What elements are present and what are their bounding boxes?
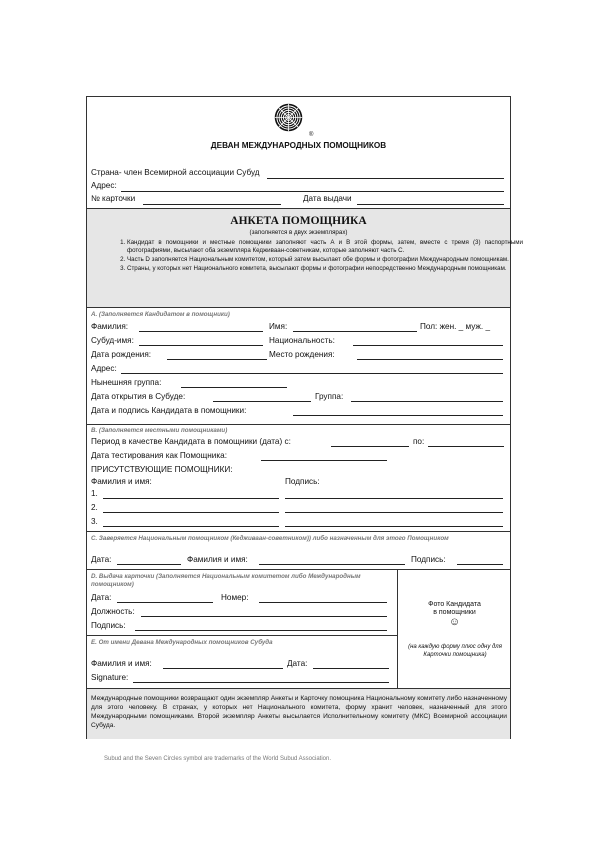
country-label: Страна- член Всемирной ассоциации Субуд	[91, 168, 260, 177]
photo-caption: Фото Кандидата	[428, 601, 481, 608]
subud-name-label: Субуд-имя:	[91, 336, 134, 345]
instruction-item: 2. Часть D заполняется Национальным комитетом, который затем высылает обе формы и фотографии Международным помощникам.	[127, 256, 523, 264]
e-date-label: Дата:	[287, 659, 308, 668]
issue-date-field[interactable]	[357, 204, 504, 205]
current-group-field[interactable]	[181, 387, 287, 388]
d-signature-label: Подпись:	[91, 621, 126, 630]
c-name-label: Фамилия и имя:	[187, 555, 248, 564]
period-to-label: по:	[413, 437, 425, 446]
d-date-label: Дата:	[91, 593, 112, 602]
address-label: Адрес:	[91, 181, 117, 190]
helper-name-field[interactable]	[103, 526, 279, 527]
divider	[87, 635, 397, 636]
name-field[interactable]	[293, 331, 417, 332]
address-a-field[interactable]	[121, 373, 503, 374]
section-e-heading: E. От имени Девана Международных помощников Субуда	[91, 639, 273, 646]
issue-date-label: Дата выдачи	[303, 194, 352, 203]
bottom-note: Международные помощники возвращают один экземпляр Анкеты и Карточку помощника Национальному комитету либо назначенному для этого человеку. В странах, у которых нет Национального комитета, форму хранит человек, назначенный для этого Международными помощниками. Второй экземпляр Анкеты высылается Исполнительному комитету (МКС) Всемирной ассоциации Субуда.	[91, 695, 507, 729]
address-a-label: Адрес:	[91, 364, 117, 373]
nationality-label: Национальность:	[269, 336, 335, 345]
registered-mark: ®	[309, 132, 314, 138]
photo-note: (на каждую форму плюс одну для Карточки помощника)	[408, 644, 502, 658]
form-frame	[86, 96, 523, 739]
helper-name-field[interactable]	[103, 498, 279, 499]
row-number: 3.	[91, 517, 98, 526]
period-from-field[interactable]	[331, 446, 409, 447]
c-name-field[interactable]	[259, 564, 405, 565]
birth-place-label: Место рождения:	[269, 350, 335, 359]
birth-place-field[interactable]	[357, 359, 503, 360]
group-label: Группа:	[315, 392, 344, 401]
card-number-field[interactable]	[143, 204, 281, 205]
row-number: 1.	[91, 489, 98, 498]
name-label: Имя:	[269, 322, 288, 331]
helper-signature-field[interactable]	[285, 526, 503, 527]
row-number: 2.	[91, 503, 98, 512]
c-signature-label: Подпись:	[411, 555, 446, 564]
section-c-heading: C. Заверяется Национальным помощником (Кедживаан-советником)) либо назначенным для этого Помощником	[91, 535, 449, 542]
instruction-item: 1. Кандидат в помощники и местные помощники заполняют часть А и В этой формы, затем, вместе с тремя (3) паспортными фотографиями, высылают оба экземпляра Кедживаан-советникам, которые заполняют часть С.	[127, 239, 523, 255]
divider	[87, 531, 510, 532]
d-number-label: Номер:	[221, 593, 249, 602]
smiley-icon: ☺	[448, 616, 461, 628]
d-position-field[interactable]	[141, 616, 387, 617]
org-title: ДЕВАН МЕЖДУНАРОДНЫХ ПОМОЩНИКОВ	[210, 141, 387, 150]
photo-caption: в помощники	[433, 609, 476, 616]
present-helpers-label: ПРИСУТСТВУЮЩИЕ ПОМОЩНИКИ:	[91, 465, 233, 474]
period-label: Период в качестве Кандидата в помощники (дата) с:	[91, 437, 291, 446]
divider	[87, 569, 510, 570]
e-date-field[interactable]	[313, 668, 389, 669]
helper-name-field[interactable]	[103, 512, 279, 513]
testing-date-field[interactable]	[261, 460, 387, 461]
country-field[interactable]	[267, 178, 504, 179]
instruction-item: 3. Страны, у которых нет Национального комитета, высылают формы и фотографии непосредственно Международным помощникам.	[127, 265, 523, 273]
date-signature-field[interactable]	[293, 415, 503, 416]
c-date-label: Дата:	[91, 555, 112, 564]
address-field[interactable]	[121, 191, 504, 192]
period-to-field[interactable]	[428, 446, 504, 447]
opening-date-label: Дата открытия в Субуде:	[91, 392, 186, 401]
divider	[87, 424, 510, 425]
subud-seven-circles-logo-icon	[274, 103, 303, 132]
trademark-footer: Subud and the Seven Circles symbol are trademarks of the World Subud Association.	[104, 756, 332, 762]
e-name-label: Фамилия и имя:	[91, 659, 152, 668]
birth-date-label: Дата рождения:	[91, 350, 152, 359]
d-signature-field[interactable]	[135, 630, 387, 631]
birth-date-field[interactable]	[167, 359, 267, 360]
sex-label[interactable]: Пол: жен. _ муж. _	[420, 322, 491, 331]
testing-date-label: Дата тестирования как Помощника:	[91, 451, 227, 460]
helper-signature-field[interactable]	[285, 512, 503, 513]
current-group-label: Нынешняя группа:	[91, 378, 162, 387]
opening-date-field[interactable]	[213, 401, 311, 402]
instructions-list	[115, 239, 523, 274]
d-position-label: Должность:	[91, 607, 135, 616]
photo-box-divider	[397, 569, 398, 688]
photo-box	[397, 601, 512, 628]
surname-field[interactable]	[139, 331, 263, 332]
surname-label: Фамилия:	[91, 322, 129, 331]
card-number-label: № карточки	[91, 194, 136, 203]
col-signature-label: Подпись:	[285, 477, 320, 486]
c-date-field[interactable]	[117, 564, 181, 565]
helper-signature-field[interactable]	[285, 498, 503, 499]
section-a-heading: A. (Заполняется Кандидатом в помощники)	[91, 311, 230, 318]
e-signature-field[interactable]	[133, 682, 389, 683]
group-field[interactable]	[351, 401, 503, 402]
nationality-field[interactable]	[353, 345, 503, 346]
section-d-heading: D. Выдача карточки (Заполняется Национальным комитетом либо Международным помощником)	[91, 573, 361, 588]
e-name-field[interactable]	[163, 668, 283, 669]
date-signature-label: Дата и подпись Кандидата в помощники:	[91, 406, 247, 415]
subud-name-field[interactable]	[139, 345, 263, 346]
form-title: АНКЕТА ПОМОЩНИКА	[230, 215, 367, 227]
d-number-field[interactable]	[259, 602, 387, 603]
col-name-label: Фамилия и имя:	[91, 477, 152, 486]
d-date-field[interactable]	[117, 602, 213, 603]
e-signature-label: Signature:	[91, 673, 129, 682]
c-signature-field[interactable]	[457, 564, 503, 565]
section-b-heading: B. (Заполняется местными помощниками)	[91, 427, 228, 434]
form-subtitle: (заполняется в двух экземплярах)	[249, 229, 348, 236]
